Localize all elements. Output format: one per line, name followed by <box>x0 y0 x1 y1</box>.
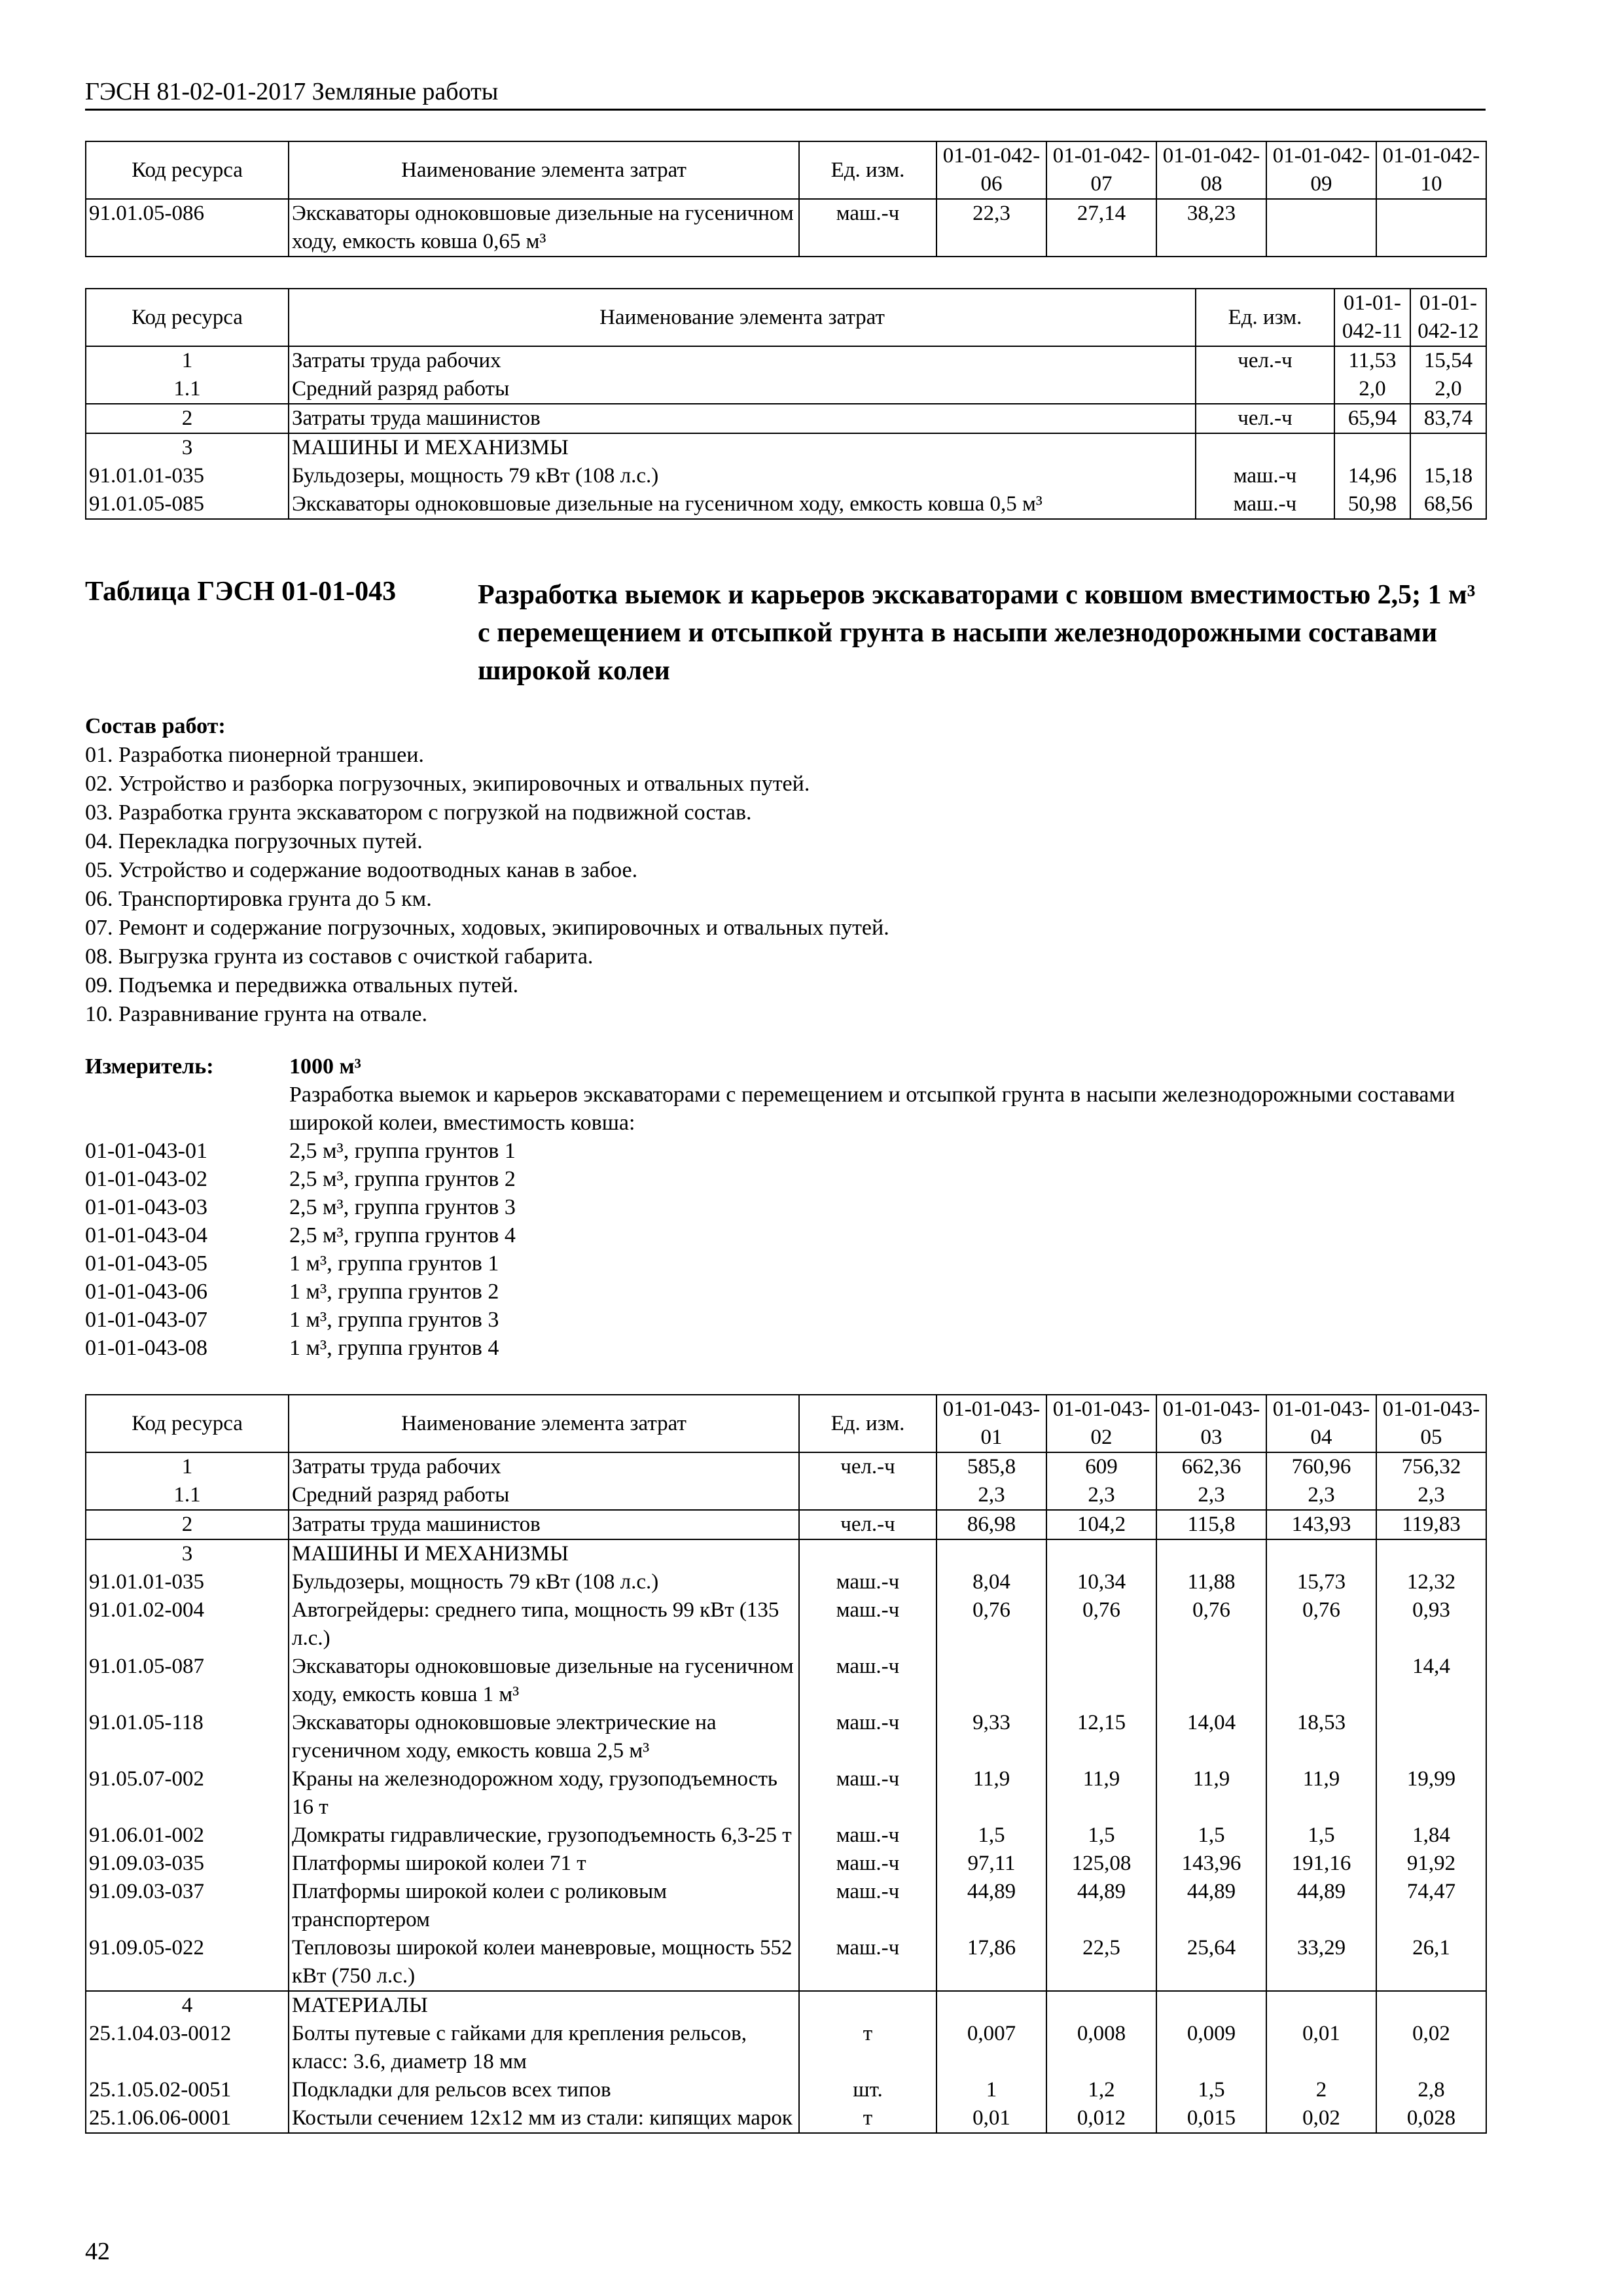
norm-value: 143,93 <box>1266 1510 1376 1539</box>
table-row <box>86 433 1486 462</box>
norm-value: 68,56 <box>1410 490 1486 519</box>
norm-value: 83,74 <box>1410 404 1486 433</box>
norm-value: 91,92 <box>1376 1850 1486 1878</box>
table-row <box>86 1596 1486 1653</box>
norm-value: 2 <box>1266 2076 1376 2104</box>
resource-code: 3 <box>86 1539 289 1568</box>
page-number: 42 <box>85 2238 110 2265</box>
norm-value <box>1266 1991 1376 2020</box>
resource-code: 91.01.05-085 <box>86 490 289 519</box>
unit-of-measure: маш.-ч <box>799 1850 936 1878</box>
resource-table-043-01-05 <box>85 1394 1487 2134</box>
table-row <box>86 1452 1486 1481</box>
norm-value: 0,01 <box>1266 2020 1376 2076</box>
resource-code: 3 <box>86 433 289 462</box>
meter-item <box>85 1165 1486 1193</box>
meter-item <box>85 1334 1486 1362</box>
cost-element-name: Болты путевые с гайками для крепления рельсов, класс: 3.6, диаметр 18 мм <box>289 2020 799 2076</box>
norm-value: 1,5 <box>1156 1821 1266 1850</box>
resource-code: 1 <box>86 346 289 375</box>
cost-element-name: Тепловозы широкой колеи маневровые, мощность 552 кВт (750 л.с.) <box>289 1934 799 1991</box>
norm-value: 0,01 <box>936 2104 1046 2133</box>
works-item: 07. Ремонт и содержание погрузочных, ходовых, экипировочных и отвальных путей. <box>85 916 889 940</box>
table-row <box>86 2076 1486 2104</box>
table-row <box>86 1709 1486 1765</box>
norm-value: 44,89 <box>1046 1878 1156 1934</box>
cost-element-name: Подкладки для рельсов всех типов <box>289 2076 799 2104</box>
resource-code: 25.1.06.06-0001 <box>86 2104 289 2133</box>
norm-value <box>1266 199 1376 257</box>
resource-code: 91.09.05-022 <box>86 1934 289 1991</box>
norm-value: 760,96 <box>1266 1452 1376 1481</box>
norm-value: 11,9 <box>1266 1765 1376 1821</box>
norm-value: 2,3 <box>1376 1481 1486 1510</box>
unit-of-measure <box>799 1991 936 2020</box>
column-header: 01-01-042-12 <box>1410 289 1486 346</box>
table-row <box>86 1821 1486 1850</box>
norm-value: 8,04 <box>936 1568 1046 1596</box>
unit-of-measure: чел.-ч <box>799 1452 936 1481</box>
works-composition <box>85 712 889 1029</box>
cost-element-name: Экскаваторы одноковшовые электрические на гусеничном ходу, емкость ковша 2,5 м³ <box>289 1709 799 1765</box>
works-item: 05. Устройство и содержание водоотводных канав в забое. <box>85 858 638 882</box>
resource-table-042-11-12 <box>85 288 1487 520</box>
meter-item <box>85 1193 1486 1221</box>
column-header: Ед. изм. <box>1196 289 1334 346</box>
table-row <box>86 1991 1486 2020</box>
works-item: 10. Разравнивание грунта на отвале. <box>85 1002 427 1026</box>
meter-description: Разработка выемок и карьеров экскаваторами с перемещением и отсыпкой грунта в насыпи железнодорожными составами широкой колеи, вместимость ковша: <box>289 1083 1455 1135</box>
table-row <box>86 375 1486 404</box>
resource-code: 91.01.05-118 <box>86 1709 289 1765</box>
norm-code: 01-01-043-08 <box>85 1336 207 1360</box>
column-header: Ед. изм. <box>799 1395 936 1452</box>
resource-code: 25.1.04.03-0012 <box>86 2020 289 2076</box>
meter-value: 1000 м³ <box>289 1054 361 1079</box>
norm-value: 2,0 <box>1334 375 1410 404</box>
cost-element-name: Затраты труда рабочих <box>289 1452 799 1481</box>
column-header: Код ресурса <box>86 1395 289 1452</box>
norm-value: 50,98 <box>1334 490 1410 519</box>
norm-value: 0,009 <box>1156 2020 1266 2076</box>
table-row <box>86 1878 1486 1934</box>
norm-code: 01-01-043-04 <box>85 1223 207 1247</box>
norm-code: 01-01-043-06 <box>85 1280 207 1304</box>
cost-element-name: Бульдозеры, мощность 79 кВт (108 л.с.) <box>289 1568 799 1596</box>
cost-element-name: Средний разряд работы <box>289 375 1196 404</box>
norm-value: 33,29 <box>1266 1934 1376 1991</box>
resource-code: 91.01.05-086 <box>86 199 289 257</box>
norm-value: 1,5 <box>936 1821 1046 1850</box>
meter-item <box>85 1306 1486 1334</box>
cost-element-name: Костыли сечением 12х12 мм из стали: кипящих марок <box>289 2104 799 2133</box>
norm-value: 1,5 <box>1156 2076 1266 2104</box>
norm-description: 1 м³, группа грунтов 4 <box>289 1336 499 1360</box>
norm-value: 38,23 <box>1156 199 1266 257</box>
works-item: 02. Устройство и разборка погрузочных, экипировочных и отвальных путей. <box>85 772 810 796</box>
norm-value: 0,93 <box>1376 1596 1486 1653</box>
norm-value: 585,8 <box>936 1452 1046 1481</box>
column-header: 01-01-043-05 <box>1376 1395 1486 1452</box>
unit-of-measure: маш.-ч <box>799 199 936 257</box>
norm-value: 12,15 <box>1046 1709 1156 1765</box>
norm-value <box>1046 1539 1156 1568</box>
norm-value: 0,012 <box>1046 2104 1156 2133</box>
column-header: 01-01-042-10 <box>1376 141 1486 199</box>
norm-value: 11,53 <box>1334 346 1410 375</box>
table-header-row <box>86 141 1486 199</box>
norm-value: 0,02 <box>1376 2020 1486 2076</box>
norm-value: 0,76 <box>1046 1596 1156 1653</box>
table-row <box>86 1850 1486 1878</box>
norm-value: 0,015 <box>1156 2104 1266 2133</box>
meter-items <box>85 1137 1486 1362</box>
running-header: ГЭСН 81-02-01-2017 Земляные работы <box>85 77 1486 111</box>
norm-value: 27,14 <box>1046 199 1156 257</box>
norm-value: 119,83 <box>1376 1510 1486 1539</box>
unit-of-measure: чел.-ч <box>1196 404 1334 433</box>
norm-value <box>1156 1991 1266 2020</box>
meter-label: Измеритель: <box>85 1054 214 1079</box>
norm-value: 2,3 <box>1266 1481 1376 1510</box>
cost-element-name: Средний разряд работы <box>289 1481 799 1510</box>
norm-value: 74,47 <box>1376 1878 1486 1934</box>
norm-value: 0,76 <box>1266 1596 1376 1653</box>
norm-value <box>1156 1539 1266 1568</box>
resource-code: 2 <box>86 404 289 433</box>
column-header: 01-01-043-02 <box>1046 1395 1156 1452</box>
norm-value <box>1376 1709 1486 1765</box>
norm-description: 2,5 м³, группа грунтов 2 <box>289 1167 516 1191</box>
norm-value: 191,16 <box>1266 1850 1376 1878</box>
meter-block <box>85 1052 1486 1362</box>
cost-element-name: Экскаваторы одноковшовые дизельные на гусеничном ходу, емкость ковша 1 м³ <box>289 1653 799 1709</box>
norm-value <box>1046 1653 1156 1709</box>
norm-value: 11,9 <box>1046 1765 1156 1821</box>
norm-code: 01-01-043-01 <box>85 1139 207 1163</box>
norm-value: 0,007 <box>936 2020 1046 2076</box>
norm-value: 86,98 <box>936 1510 1046 1539</box>
resource-code: 91.01.02-004 <box>86 1596 289 1653</box>
norm-description: 2,5 м³, группа грунтов 1 <box>289 1139 516 1163</box>
table-header-row <box>86 289 1486 346</box>
norm-value <box>1156 1653 1266 1709</box>
norm-value: 44,89 <box>936 1878 1046 1934</box>
norm-value: 0,028 <box>1376 2104 1486 2133</box>
norm-value: 0,02 <box>1266 2104 1376 2133</box>
norm-value <box>1410 433 1486 462</box>
norm-value: 125,08 <box>1046 1850 1156 1878</box>
unit-of-measure: маш.-ч <box>799 1653 936 1709</box>
unit-of-measure: чел.-ч <box>1196 346 1334 375</box>
norm-value: 19,99 <box>1376 1765 1486 1821</box>
norm-value <box>1334 433 1410 462</box>
norm-code: 01-01-043-07 <box>85 1308 207 1332</box>
norm-value: 2,3 <box>1156 1481 1266 1510</box>
norm-value <box>1266 1653 1376 1709</box>
norm-value: 609 <box>1046 1452 1156 1481</box>
column-header: Наименование элемента затрат <box>289 289 1196 346</box>
norm-value: 0,76 <box>936 1596 1046 1653</box>
cost-element-name: Платформы широкой колеи с роликовым транспортером <box>289 1878 799 1934</box>
cost-element-name: Экскаваторы одноковшовые дизельные на гусеничном ходу, емкость ковша 0,65 м³ <box>289 199 799 257</box>
norm-value: 0,008 <box>1046 2020 1156 2076</box>
cost-element-name: Автогрейдеры: среднего типа, мощность 99 кВт (135 л.с.) <box>289 1596 799 1653</box>
norm-value: 756,32 <box>1376 1452 1486 1481</box>
works-label: Состав работ: <box>85 714 226 738</box>
meter-item <box>85 1249 1486 1278</box>
norm-description: 1 м³, группа грунтов 3 <box>289 1308 499 1332</box>
column-header: Наименование элемента затрат <box>289 141 799 199</box>
norm-value: 11,9 <box>936 1765 1046 1821</box>
unit-of-measure: шт. <box>799 2076 936 2104</box>
norm-description: 2,5 м³, группа грунтов 4 <box>289 1223 516 1247</box>
resource-code: 91.01.01-035 <box>86 462 289 490</box>
resource-code: 91.05.07-002 <box>86 1765 289 1821</box>
column-header: 01-01-042-09 <box>1266 141 1376 199</box>
unit-of-measure: маш.-ч <box>799 1765 936 1821</box>
unit-of-measure: маш.-ч <box>799 1878 936 1934</box>
unit-of-measure <box>799 1481 936 1510</box>
table-row <box>86 404 1486 433</box>
norm-value <box>936 1991 1046 2020</box>
column-header: 01-01-042-11 <box>1334 289 1410 346</box>
norm-value: 1,5 <box>1266 1821 1376 1850</box>
table-row <box>86 2104 1486 2133</box>
table-row <box>86 490 1486 519</box>
table-row <box>86 2020 1486 2076</box>
norm-value: 12,32 <box>1376 1568 1486 1596</box>
norm-value: 2,3 <box>936 1481 1046 1510</box>
norm-description: 1 м³, группа грунтов 1 <box>289 1251 499 1276</box>
cost-element-name: МАШИНЫ И МЕХАНИЗМЫ <box>289 1539 799 1568</box>
column-header: 01-01-042-07 <box>1046 141 1156 199</box>
norm-value <box>936 1653 1046 1709</box>
norm-value: 97,11 <box>936 1850 1046 1878</box>
column-header: Код ресурса <box>86 141 289 199</box>
norm-code: 01-01-043-02 <box>85 1167 207 1191</box>
table-row <box>86 1481 1486 1510</box>
table-row <box>86 462 1486 490</box>
unit-of-measure: маш.-ч <box>1196 462 1334 490</box>
norm-value: 17,86 <box>936 1934 1046 1991</box>
table-header-row <box>86 1395 1486 1452</box>
norm-value: 1,84 <box>1376 1821 1486 1850</box>
norm-value: 11,9 <box>1156 1765 1266 1821</box>
works-item: 06. Транспортировка грунта до 5 км. <box>85 887 432 911</box>
meter-item <box>85 1221 1486 1249</box>
column-header: Наименование элемента затрат <box>289 1395 799 1452</box>
norm-value: 9,33 <box>936 1709 1046 1765</box>
norm-value <box>1266 1539 1376 1568</box>
cost-element-name: Домкраты гидравлические, грузоподъемность 6,3-25 т <box>289 1821 799 1850</box>
table-row <box>86 1765 1486 1821</box>
unit-of-measure: маш.-ч <box>799 1568 936 1596</box>
resource-code: 91.01.05-087 <box>86 1653 289 1709</box>
norm-value: 662,36 <box>1156 1452 1266 1481</box>
table-row <box>86 1568 1486 1596</box>
table-row <box>86 1539 1486 1568</box>
norm-value: 0,76 <box>1156 1596 1266 1653</box>
norm-value: 15,18 <box>1410 462 1486 490</box>
resource-code: 91.06.01-002 <box>86 1821 289 1850</box>
cost-element-name: Затраты труда машинистов <box>289 1510 799 1539</box>
norm-value <box>1376 1991 1486 2020</box>
column-header: 01-01-043-04 <box>1266 1395 1376 1452</box>
unit-of-measure: маш.-ч <box>799 1934 936 1991</box>
resource-code: 4 <box>86 1991 289 2020</box>
unit-of-measure <box>1196 433 1334 462</box>
unit-of-measure <box>1196 375 1334 404</box>
unit-of-measure: маш.-ч <box>1196 490 1334 519</box>
norm-value: 2,0 <box>1410 375 1486 404</box>
section-heading: Разработка выемок и карьеров экскаваторами с ковшом вместимостью 2,5; 1 м³ с перемещением и отсыпкой грунта в насыпи железнодорожными составами широкой колеи <box>478 580 1476 686</box>
cost-element-name: Краны на железнодорожном ходу, грузоподъемность 16 т <box>289 1765 799 1821</box>
unit-of-measure: т <box>799 2020 936 2076</box>
table-row <box>86 1510 1486 1539</box>
norm-value: 22,5 <box>1046 1934 1156 1991</box>
norm-value: 14,96 <box>1334 462 1410 490</box>
unit-of-measure: чел.-ч <box>799 1510 936 1539</box>
cost-element-name: Платформы широкой колеи 71 т <box>289 1850 799 1878</box>
norm-value: 18,53 <box>1266 1709 1376 1765</box>
norm-value: 14,4 <box>1376 1653 1486 1709</box>
norm-value <box>1046 1991 1156 2020</box>
norm-value: 1,2 <box>1046 2076 1156 2104</box>
norm-value <box>936 1539 1046 1568</box>
norm-value: 22,3 <box>936 199 1046 257</box>
meter-item <box>85 1137 1486 1165</box>
resource-code: 25.1.05.02-0051 <box>86 2076 289 2104</box>
norm-value: 26,1 <box>1376 1934 1486 1991</box>
table-row <box>86 1934 1486 1991</box>
resource-code: 91.01.01-035 <box>86 1568 289 1596</box>
norm-value: 44,89 <box>1266 1878 1376 1934</box>
norm-code: 01-01-043-05 <box>85 1251 207 1276</box>
meter-item <box>85 1278 1486 1306</box>
norm-value: 15,73 <box>1266 1568 1376 1596</box>
column-header: 01-01-042-08 <box>1156 141 1266 199</box>
unit-of-measure: маш.-ч <box>799 1596 936 1653</box>
cost-element-name: МАШИНЫ И МЕХАНИЗМЫ <box>289 433 1196 462</box>
norm-value: 11,88 <box>1156 1568 1266 1596</box>
works-item: 09. Подъемка и передвижка отвальных путей. <box>85 973 519 997</box>
table-row <box>86 199 1486 257</box>
table-row <box>86 346 1486 375</box>
norm-description: 2,5 м³, группа грунтов 3 <box>289 1195 516 1219</box>
resource-code: 1.1 <box>86 375 289 404</box>
column-header: 01-01-043-01 <box>936 1395 1046 1452</box>
unit-of-measure: маш.-ч <box>799 1821 936 1850</box>
norm-value <box>1376 1539 1486 1568</box>
cost-element-name: МАТЕРИАЛЫ <box>289 1991 799 2020</box>
norm-value: 1 <box>936 2076 1046 2104</box>
unit-of-measure <box>799 1539 936 1568</box>
resource-table-042-06-10 <box>85 141 1487 257</box>
resource-code: 1.1 <box>86 1481 289 1510</box>
cost-element-name: Затраты труда рабочих <box>289 346 1196 375</box>
norm-value: 104,2 <box>1046 1510 1156 1539</box>
norm-code: 01-01-043-03 <box>85 1195 207 1219</box>
resource-code: 1 <box>86 1452 289 1481</box>
norm-value: 143,96 <box>1156 1850 1266 1878</box>
works-item: 03. Разработка грунта экскаватором с погрузкой на подвижной состав. <box>85 800 752 825</box>
norm-value: 10,34 <box>1046 1568 1156 1596</box>
resource-code: 91.09.03-037 <box>86 1878 289 1934</box>
column-header: 01-01-043-03 <box>1156 1395 1266 1452</box>
table-label: Таблица ГЭСН 01-01-043 <box>85 577 397 607</box>
works-item: 01. Разработка пионерной траншеи. <box>85 743 424 767</box>
norm-value: 25,64 <box>1156 1934 1266 1991</box>
norm-value: 115,8 <box>1156 1510 1266 1539</box>
norm-value: 2,3 <box>1046 1481 1156 1510</box>
norm-description: 1 м³, группа грунтов 2 <box>289 1280 499 1304</box>
cost-element-name: Затраты труда машинистов <box>289 404 1196 433</box>
works-list <box>85 741 889 1029</box>
norm-value: 44,89 <box>1156 1878 1266 1934</box>
norm-value: 1,5 <box>1046 1821 1156 1850</box>
column-header: Ед. изм. <box>799 141 936 199</box>
column-header: Код ресурса <box>86 289 289 346</box>
norm-value <box>1376 199 1486 257</box>
table-row <box>86 1653 1486 1709</box>
norm-value: 15,54 <box>1410 346 1486 375</box>
column-header: 01-01-042-06 <box>936 141 1046 199</box>
works-item: 08. Выгрузка грунта из составов с очисткой габарита. <box>85 944 594 969</box>
resource-code: 91.09.03-035 <box>86 1850 289 1878</box>
cost-element-name: Экскаваторы одноковшовые дизельные на гусеничном ходу, емкость ковша 0,5 м³ <box>289 490 1196 519</box>
norm-value: 2,8 <box>1376 2076 1486 2104</box>
unit-of-measure: т <box>799 2104 936 2133</box>
norm-value: 65,94 <box>1334 404 1410 433</box>
works-item: 04. Перекладка погрузочных путей. <box>85 829 423 853</box>
cost-element-name: Бульдозеры, мощность 79 кВт (108 л.с.) <box>289 462 1196 490</box>
resource-code: 2 <box>86 1510 289 1539</box>
unit-of-measure: маш.-ч <box>799 1709 936 1765</box>
norm-value: 14,04 <box>1156 1709 1266 1765</box>
